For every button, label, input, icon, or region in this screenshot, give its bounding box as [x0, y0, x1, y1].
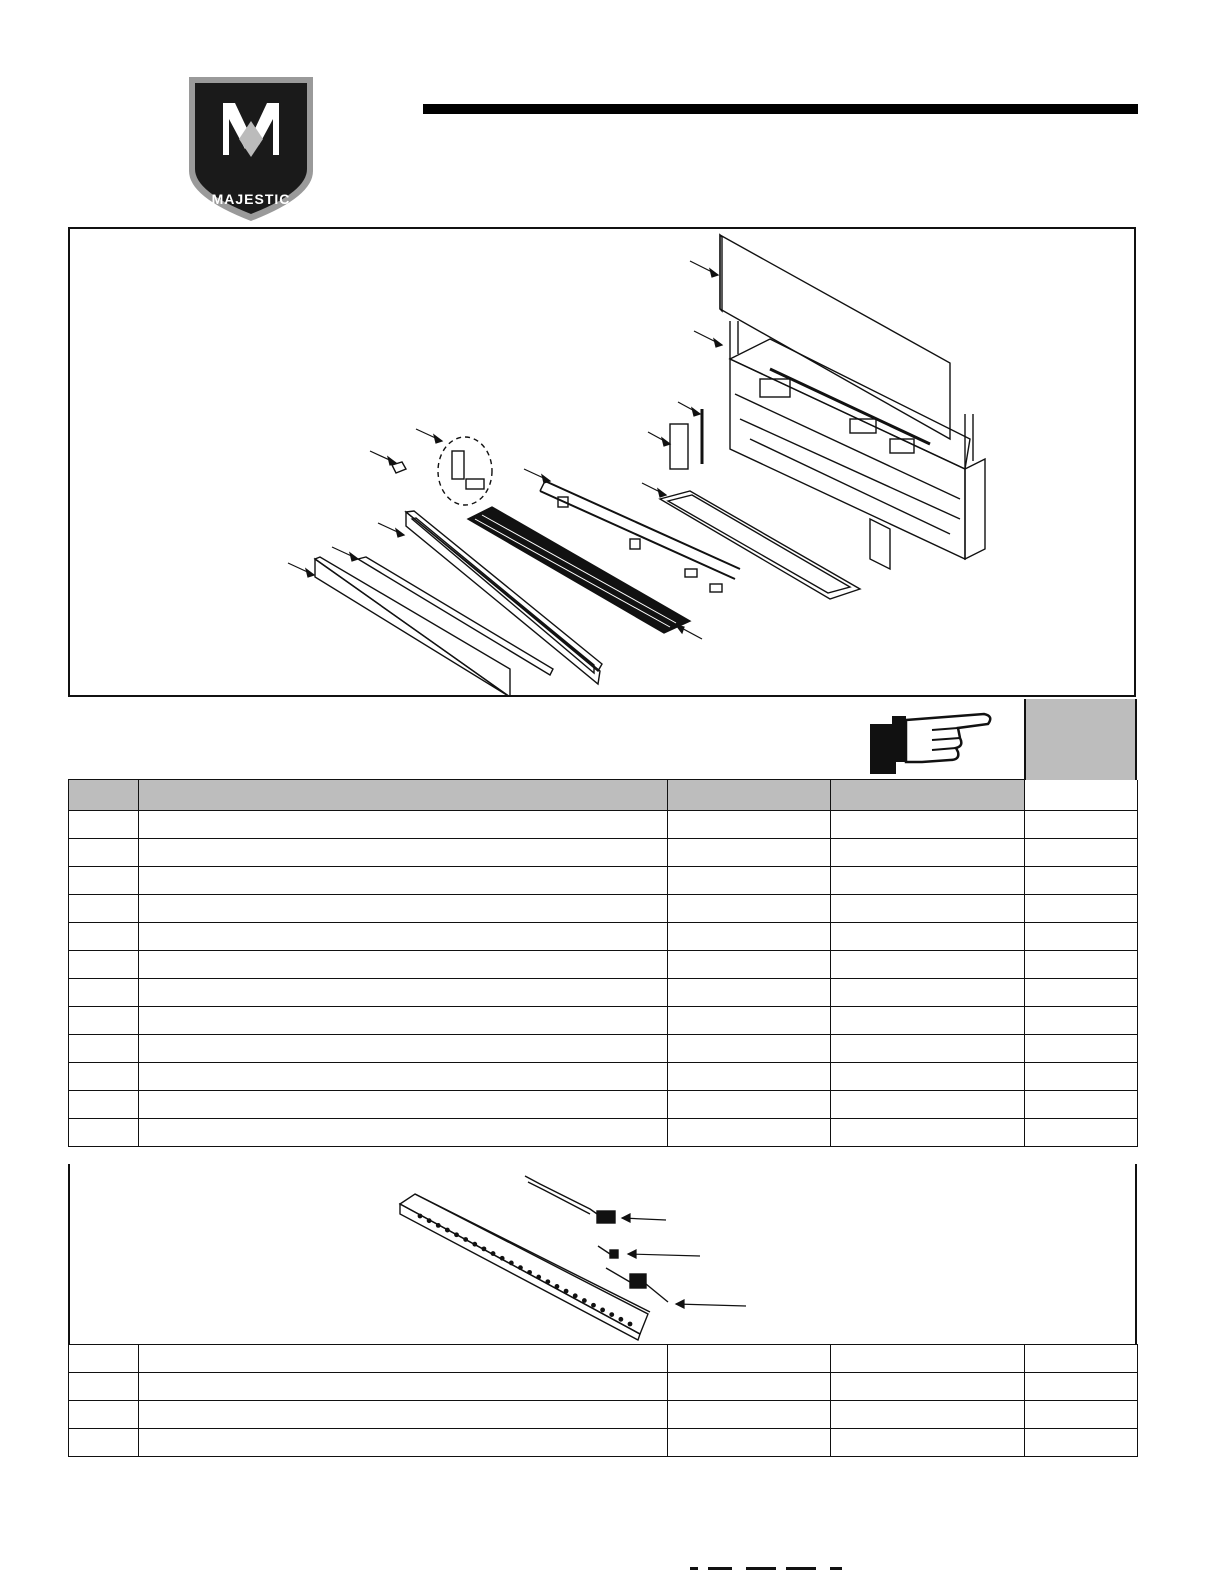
table-row [69, 839, 1138, 867]
table-cell [831, 1401, 1025, 1429]
led-hole [491, 1251, 496, 1256]
table-cell [831, 1063, 1025, 1091]
table-cell [139, 811, 668, 839]
led-hole [427, 1218, 432, 1223]
table-cell [1025, 1063, 1138, 1091]
table-cell [139, 923, 668, 951]
parts-table-header [69, 780, 1138, 811]
led-hole [582, 1298, 587, 1303]
header-extra [1025, 780, 1138, 811]
table-row [69, 867, 1138, 895]
table-cell [831, 1373, 1025, 1401]
majestic-logo [183, 73, 319, 223]
table-row [69, 1373, 1138, 1401]
table-cell [139, 951, 668, 979]
led-hole [509, 1261, 514, 1266]
table-row [69, 1401, 1138, 1429]
header-description [139, 780, 668, 811]
page-bottom-mark [690, 1566, 950, 1572]
trim-strip [358, 557, 553, 675]
table-cell [69, 1035, 139, 1063]
table-cell [668, 1007, 831, 1035]
table-row [69, 1035, 1138, 1063]
table-cell [69, 1119, 139, 1147]
led-hole [500, 1256, 505, 1261]
table-row [69, 1345, 1138, 1373]
table-cell [139, 1063, 668, 1091]
table-cell [668, 895, 831, 923]
table-cell [1025, 1429, 1138, 1457]
table-cell [1025, 839, 1138, 867]
table-cell [69, 1091, 139, 1119]
header-item-no [69, 780, 139, 811]
table-cell [139, 1373, 668, 1401]
table-cell [668, 1091, 831, 1119]
table-cell [69, 1373, 139, 1401]
led-hole [418, 1214, 423, 1219]
table-cell [139, 1007, 668, 1035]
table-row [69, 1007, 1138, 1035]
table-row [69, 895, 1138, 923]
table-cell [668, 979, 831, 1007]
table-cell [1025, 1119, 1138, 1147]
table-cell [139, 895, 668, 923]
table-row [69, 1429, 1138, 1457]
table-cell [139, 1035, 668, 1063]
pointing-hand-icon [862, 708, 1002, 778]
table-row [69, 1119, 1138, 1147]
table-cell [668, 1429, 831, 1457]
table-cell [668, 1401, 831, 1429]
wire-harness [525, 1176, 615, 1223]
burner-tray [468, 507, 690, 633]
table-cell [831, 895, 1025, 923]
table-row [69, 1091, 1138, 1119]
table-cell [668, 1063, 831, 1091]
led-hole [573, 1293, 578, 1298]
led-hole [472, 1242, 477, 1247]
table-cell [668, 1119, 831, 1147]
exploded-parts-diagram [68, 227, 1136, 697]
table-cell [1025, 1035, 1138, 1063]
led-hole [628, 1322, 633, 1327]
table-cell [1025, 1345, 1138, 1373]
table-cell [831, 1119, 1025, 1147]
table-cell [831, 839, 1025, 867]
table-cell [831, 1035, 1025, 1063]
brand-name: MAJESTIC [211, 191, 291, 207]
detail-circle [438, 437, 492, 505]
table-cell [831, 1091, 1025, 1119]
table-cell [831, 1429, 1025, 1457]
side-bracket [670, 424, 688, 469]
table-cell [1025, 1401, 1138, 1429]
led-hole [600, 1308, 605, 1313]
table-cell [831, 867, 1025, 895]
table-cell [1025, 867, 1138, 895]
table-cell [139, 1091, 668, 1119]
table-cell [668, 1035, 831, 1063]
table-row [69, 1063, 1138, 1091]
table-cell [831, 811, 1025, 839]
table-cell [69, 951, 139, 979]
table-row [69, 951, 1138, 979]
table-cell [668, 811, 831, 839]
table-cell [139, 1119, 668, 1147]
bottom-tray [660, 491, 860, 599]
table-cell [668, 867, 831, 895]
table-cell [1025, 895, 1138, 923]
led-hole [527, 1270, 532, 1275]
led-hole [482, 1246, 487, 1251]
led-hole [555, 1284, 560, 1289]
table-cell [69, 923, 139, 951]
accessory-arrows [622, 1214, 746, 1308]
led-hole [564, 1289, 569, 1294]
table-cell [668, 839, 831, 867]
table-cell [668, 1345, 831, 1373]
fireplace-exploded-view [70, 229, 1134, 695]
led-hole [436, 1223, 441, 1228]
table-cell [69, 979, 139, 1007]
accessory-diagram [68, 1164, 1137, 1345]
table-cell [1025, 1373, 1138, 1401]
table-cell [1025, 1007, 1138, 1035]
table-cell [831, 979, 1025, 1007]
accessory-table [68, 1344, 1138, 1457]
table-cell [139, 979, 668, 1007]
led-hole [609, 1312, 614, 1317]
table-cell [668, 923, 831, 951]
led-hole [536, 1275, 541, 1280]
table-cell [69, 1401, 139, 1429]
header-model [831, 780, 1025, 811]
table-cell [139, 1345, 668, 1373]
parts-table [68, 779, 1138, 1147]
table-cell [139, 1429, 668, 1457]
table-cell [69, 867, 139, 895]
table-row [69, 923, 1138, 951]
table-cell [139, 867, 668, 895]
table-cell [668, 1373, 831, 1401]
table-cell [69, 1063, 139, 1091]
led-hole [518, 1265, 523, 1270]
title-rule [423, 104, 1138, 114]
led-hole [454, 1232, 459, 1237]
accessory-exploded-view [70, 1164, 1135, 1345]
table-cell [1025, 1091, 1138, 1119]
table-cell [1025, 951, 1138, 979]
table-cell [668, 951, 831, 979]
table-row [69, 811, 1138, 839]
table-cell [69, 1007, 139, 1035]
table-cell [1025, 979, 1138, 1007]
table-cell [139, 1401, 668, 1429]
table-cell [69, 839, 139, 867]
led-hole [618, 1317, 623, 1322]
led-hole [445, 1228, 450, 1233]
table-cell [1025, 811, 1138, 839]
table-row [69, 979, 1138, 1007]
leader-arrows [288, 261, 722, 639]
table-cell [69, 1429, 139, 1457]
table-cell [831, 951, 1025, 979]
led-hole [463, 1237, 468, 1242]
firebox [730, 321, 985, 569]
table-cell [1025, 923, 1138, 951]
table-cell [831, 1007, 1025, 1035]
connector-small [598, 1246, 618, 1258]
table-cell [139, 839, 668, 867]
led-hole [591, 1303, 596, 1308]
table-cell [69, 1345, 139, 1373]
header-part-number [668, 780, 831, 811]
table-cell [69, 811, 139, 839]
table-cell [69, 895, 139, 923]
table-cell [831, 1345, 1025, 1373]
table-cell [831, 923, 1025, 951]
led-hole [545, 1279, 550, 1284]
